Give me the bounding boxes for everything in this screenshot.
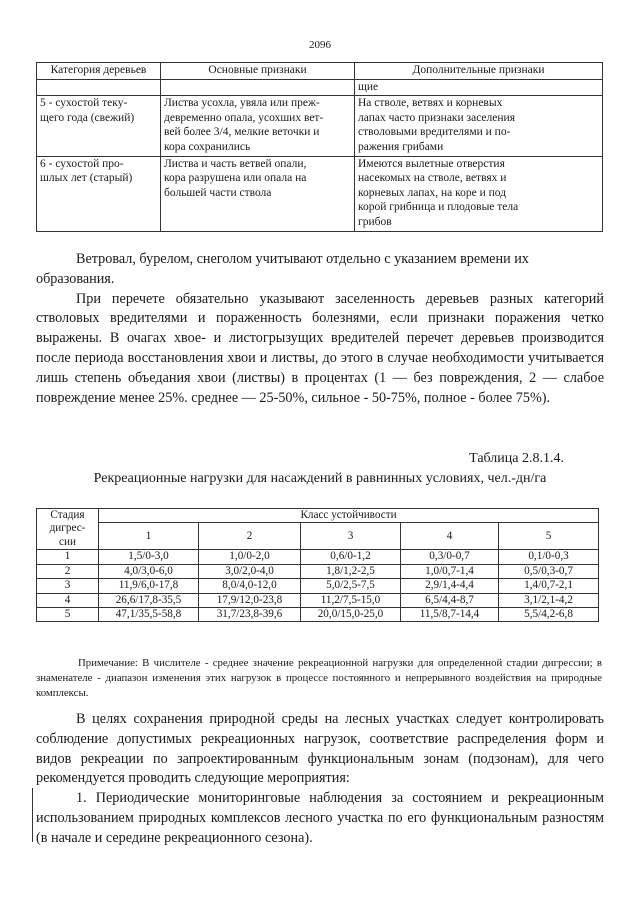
stage-cell: 1	[37, 550, 99, 564]
table-note	[36, 656, 602, 701]
value-cell: 5,0/2,5-7,5	[301, 579, 401, 593]
class-number: 2	[199, 523, 301, 550]
table-row	[37, 550, 599, 564]
recreation-loads-table	[36, 508, 599, 622]
value-cell: 11,5/8,7-14,4	[401, 608, 499, 622]
empty-cell	[37, 79, 161, 96]
value-cell: 8,0/4,0-12,0	[199, 579, 301, 593]
value-cell: 1,0/0,7-1,4	[401, 564, 499, 578]
value-cell: 0,1/0-0,3	[499, 550, 599, 564]
value-cell: 17,9/12,0-23,8	[199, 593, 301, 607]
paragraph: В целях сохранения природной среды на лесных участках следует контролировать соблюдение допустимых рекреационных нагрузок, соответствие распределения форм и видов рекреации по запроектированным функциональным зонам (подзонам), для чего рекомендуется проводить следующие мероприятия:	[36, 711, 604, 787]
stage-header: Стадия дигрес- сии	[37, 509, 99, 550]
paragraph: Ветровал, бурелом, снеголом учитывают отдельно с указанием времени их образования.	[36, 251, 529, 287]
body-text-2	[36, 710, 604, 849]
value-cell: 47,1/35,5-58,8	[99, 608, 199, 622]
note-text: Примечание: В числителе - среднее значение рекреационной нагрузки для определенной стадии дигрессии; в знаменателе - диапазон изменения этих нагрузок в процессе постоянного и непрерывного воздействия на природные комплексы.	[36, 657, 602, 699]
table-header-row	[37, 63, 603, 80]
value-cell: 1,5/0-3,0	[99, 550, 199, 564]
value-cell: 5,5/4,2-6,8	[499, 608, 599, 622]
value-cell: 3,0/2,0-4,0	[199, 564, 301, 578]
value-cell: 0,6/0-1,2	[301, 550, 401, 564]
value-cell: 31,7/23,8-39,6	[199, 608, 301, 622]
dead-trees-table	[36, 62, 603, 232]
class-number: 4	[401, 523, 499, 550]
value-cell: 11,9/6,0-17,8	[99, 579, 199, 593]
value-cell: 2,9/1,4-4,4	[401, 579, 499, 593]
body-text-1	[36, 250, 604, 408]
value-cell: 0,5/0,3-0,7	[499, 564, 599, 578]
table-row	[37, 564, 599, 578]
value-cell: 3,1/2,1-4,2	[499, 593, 599, 607]
margin-line	[32, 788, 33, 842]
column-header: Дополнительные признаки	[355, 63, 603, 80]
class-number: 1	[99, 523, 199, 550]
stage-cell: 3	[37, 579, 99, 593]
stage-cell: 4	[37, 593, 99, 607]
empty-cell	[161, 79, 355, 96]
stage-cell: 5	[37, 608, 99, 622]
category-cell: 6 - сухостой про- шлых лет (старый)	[37, 156, 161, 231]
value-cell: 0,3/0-0,7	[401, 550, 499, 564]
value-cell: 20,0/15,0-25,0	[301, 608, 401, 622]
extra-signs-cell: Имеются вылетные отверстия насекомых на стволе, ветвях и корневых лапах, на коре и под корой грибница и плодовые тела грибов	[355, 156, 603, 231]
main-signs-cell: Листва усохла, увяла или преж- девременно опала, усохших вет- вей более 3/4, мелкие веточки и кора сохранились	[161, 96, 355, 156]
extra-signs-cell: На стволе, ветвях и корневых лапах часто признаки заселения стволовыми вредителями и по- ражения грибами	[355, 96, 603, 156]
value-cell: 4,0/3,0-6,0	[99, 564, 199, 578]
value-cell: 1,8/1,2-2,5	[301, 564, 401, 578]
table-row	[37, 96, 603, 156]
class-number: 3	[301, 523, 401, 550]
stage-cell: 2	[37, 564, 99, 578]
value-cell: 1,0/0-2,0	[199, 550, 301, 564]
class-header: Класс устойчивости	[99, 509, 599, 523]
main-signs-cell: Листва и часть ветвей опали, кора разрушена или опала на большей части ствола	[161, 156, 355, 231]
paragraph: 1. Периодические мониторинговые наблюдения за состоянием и рекреационным использованием природных комплексов лесного участка по его функциональным разностям (в начале и середине рекреационного сезона).	[36, 790, 604, 846]
table-row	[37, 608, 599, 622]
column-header: Категория деревьев	[37, 63, 161, 80]
value-cell: 26,6/17,8-35,5	[99, 593, 199, 607]
value-cell: 11,2/7,5-15,0	[301, 593, 401, 607]
table-row	[37, 156, 603, 231]
class-number: 5	[499, 523, 599, 550]
paragraph: При перечете обязательно указывают заселенность деревьев разных категорий стволовых вредителями и пораженность болезнями, если признаки поражения четко выражены. В очагах хвое- и листогрызущих вредителей перечет деревьев производится после периода восстановления хвои и листвы, до этого в случае необходимости учитывается лишь степень объедания хвои (листвы) в процентах (1 — без повреждения, 2 — слабое повреждение менее 25%. среднее — 25-50%, сильное - 50-75%, полное - более 75%).	[36, 290, 604, 406]
column-header: Основные признаки	[161, 63, 355, 80]
value-cell: 1,4/0,7-2,1	[499, 579, 599, 593]
table-header-row	[37, 523, 599, 550]
value-cell: 6,5/4,4-8,7	[401, 593, 499, 607]
table-row	[37, 579, 599, 593]
table-row	[37, 593, 599, 607]
table-header-row	[37, 509, 599, 523]
continued-text-cell: щие	[355, 79, 603, 96]
page-number: 2096	[309, 39, 331, 51]
table-title: Рекреационные нагрузки для насаждений в равнинных условиях, чел.-дн/га	[93, 471, 547, 486]
table-row	[37, 79, 603, 96]
table-number: Таблица 2.8.1.4.	[469, 451, 564, 466]
category-cell: 5 - сухостой теку- щего года (свежий)	[37, 96, 161, 156]
